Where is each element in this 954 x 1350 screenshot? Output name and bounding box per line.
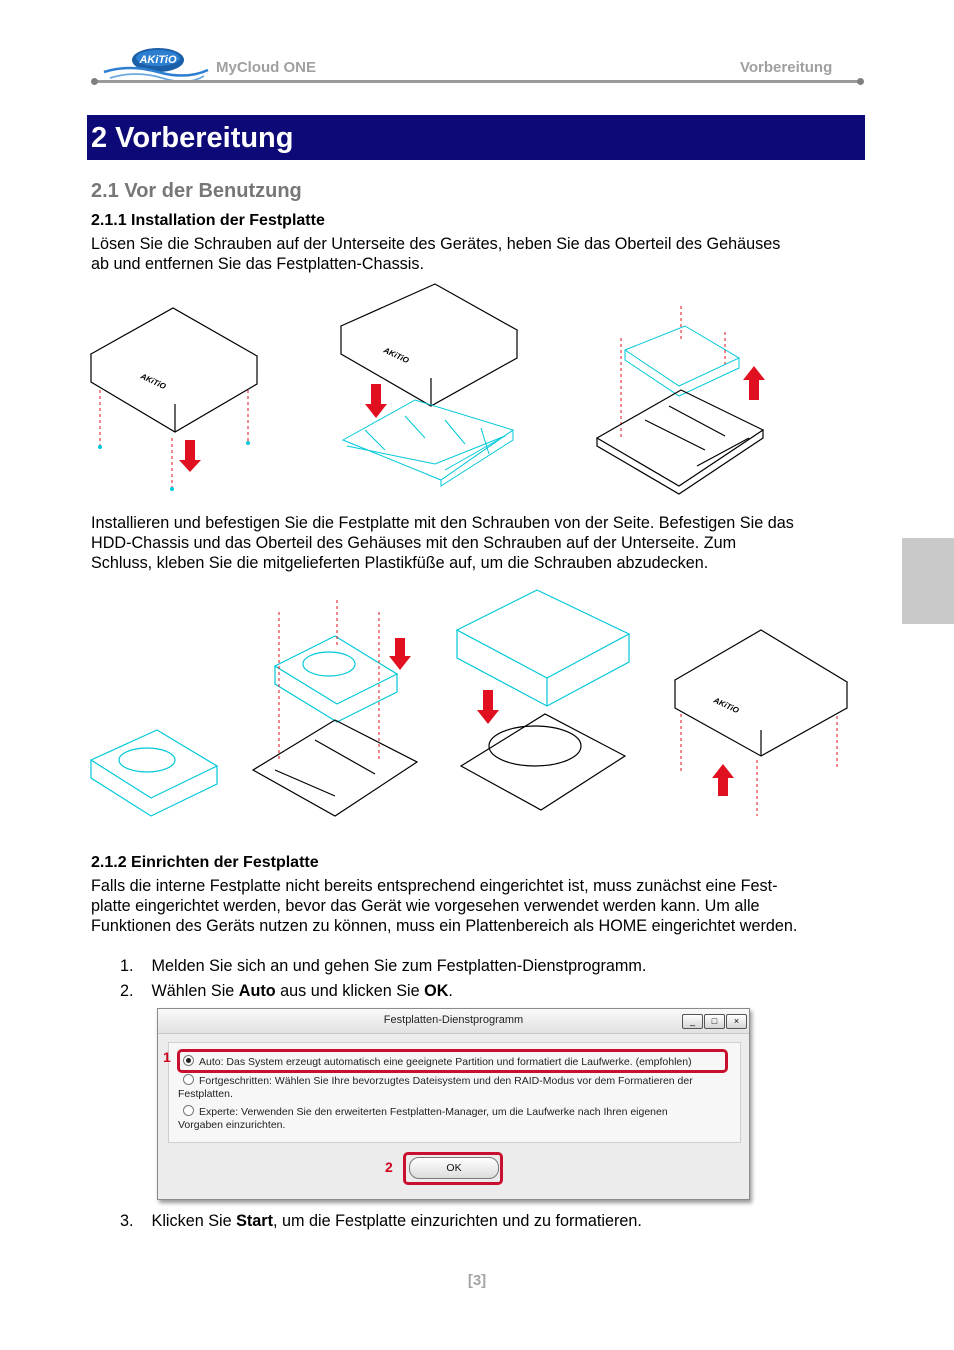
logo-text: AKiTiO: [139, 54, 177, 66]
callout-box-ok: [403, 1152, 503, 1185]
step-number: 2.: [120, 982, 134, 1000]
illustration-install-drive: [85, 590, 865, 820]
disk-utility-dialog: [157, 1008, 750, 1200]
header-product: MyCloud ONE: [216, 59, 316, 76]
header-section: Vorbereitung: [740, 59, 833, 76]
text-line: Schluss, kleben Sie die mitgelieferten Plastikfüße auf, um die Schrauben abzudecken.: [91, 554, 709, 572]
text-line: platte eingerichtet werden, bevor das Gerät wie vorgesehen verwendet werden kann. Um alle: [91, 897, 760, 915]
step-2: [120, 982, 453, 1001]
step-text: Klicken Sie: [151, 1212, 237, 1230]
chapter-title: 2 Vorbereitung: [91, 122, 294, 154]
up-arrow-icon: [712, 764, 734, 796]
option-expert[interactable]: [178, 1105, 668, 1132]
dialog-title: Festplatten-Dienstprogramm: [383, 1014, 524, 1026]
svg-text:AKiTiO: AKiTiO: [382, 345, 411, 366]
option-label: Festplatten.: [178, 1088, 233, 1100]
ok-button[interactable]: OK: [409, 1157, 499, 1179]
akitio-logo-icon: [100, 42, 210, 84]
page-number: [3]: [467, 1272, 487, 1289]
text-line: Lösen Sie die Schrauben auf der Unterseite des Gerätes, heben Sie das Oberteil des Gehäuses: [91, 235, 781, 253]
setup-paragraph: [91, 876, 797, 936]
step-text: .: [448, 982, 453, 1000]
option-label: Vorgaben einzurichten.: [178, 1119, 286, 1131]
down-arrow-icon: [179, 440, 201, 472]
assembly-paragraph: [91, 513, 794, 573]
option-advanced[interactable]: [178, 1074, 693, 1101]
header-rule: [95, 80, 861, 83]
radio-icon[interactable]: [183, 1074, 194, 1085]
callout-number-2: 2: [385, 1159, 393, 1175]
hdd-drawing: [91, 730, 217, 816]
step-text: , um die Festplatte einzurichten und zu formatieren.: [272, 1212, 642, 1230]
callout-box-auto: [177, 1049, 728, 1073]
svg-text:AKiTiO: AKiTiO: [712, 695, 741, 716]
step-bold: OK: [424, 982, 449, 1000]
section-title-2-1: 2.1 Vor der Benutzung: [91, 180, 302, 202]
side-tab: [902, 538, 954, 624]
step-text: Melden Sie sich an und gehen Sie zum Festplatten-Dienstprogramm.: [151, 957, 647, 975]
minimize-button[interactable]: _: [682, 1014, 703, 1029]
dialog-titlebar: [158, 1009, 749, 1034]
maximize-button[interactable]: □: [704, 1014, 725, 1029]
option-label: Auto: Das System erzeugt automatisch eine geeignete Partition und formatiert die Laufwerke. (empfohlen): [199, 1056, 692, 1068]
option-label: Fortgeschritten: Wählen Sie Ihre bevorzugtes Dateisystem und den RAID-Modus vor dem Formatieren der: [199, 1075, 693, 1087]
up-arrow-icon: [743, 366, 765, 400]
down-arrow-icon: [477, 690, 499, 724]
install-paragraph: [91, 234, 780, 274]
chapter-banner: [87, 115, 865, 160]
step-number: 1.: [120, 957, 134, 975]
section-title-2-1-1: 2.1.1 Installation der Festplatte: [91, 212, 325, 229]
step-text: Wählen Sie: [151, 982, 239, 1000]
text-line: ab und entfernen Sie das Festplatten-Chassis.: [91, 255, 424, 273]
svg-text:AKiTiO: AKiTiO: [139, 371, 168, 392]
down-arrow-icon: [365, 384, 387, 418]
step-bold: Auto: [238, 982, 276, 1000]
step-bold: Start: [236, 1212, 273, 1230]
step-number: 3.: [120, 1212, 134, 1230]
down-arrow-icon: [389, 638, 411, 670]
callout-number-1: 1: [163, 1049, 171, 1065]
close-button[interactable]: ×: [726, 1014, 747, 1029]
header-rule-dot-right: [857, 78, 864, 85]
text-line: HDD-Chassis und das Oberteil des Gehäuses mit den Schrauben auf der Unterseite. Zum: [91, 534, 737, 552]
step-1: [120, 957, 646, 976]
radio-icon[interactable]: [183, 1105, 194, 1116]
text-line: Installieren und befestigen Sie die Festplatte mit den Schrauben von der Seite. Befestigen Sie das: [91, 514, 794, 532]
step-text: aus und klicken Sie: [275, 982, 425, 1000]
option-label: Experte: Verwenden Sie den erweiterten Festplatten-Manager, um die Laufwerke nach Ihren eigenen: [199, 1106, 668, 1118]
illustration-open-case: [85, 280, 785, 500]
header-rule-dot-left: [91, 78, 98, 85]
text-line: Falls die interne Festplatte nicht bereits entsprechend eingerichtet ist, muss zunächst eine Fest-: [91, 877, 778, 895]
section-title-2-1-2: 2.1.2 Einrichten der Festplatte: [91, 854, 319, 871]
text-line: Funktionen des Geräts nutzen zu können, muss ein Plattenbereich als HOME eingerichtet werden.: [91, 917, 798, 935]
step-3: [120, 1212, 642, 1231]
case-closed-drawing: [91, 308, 257, 432]
